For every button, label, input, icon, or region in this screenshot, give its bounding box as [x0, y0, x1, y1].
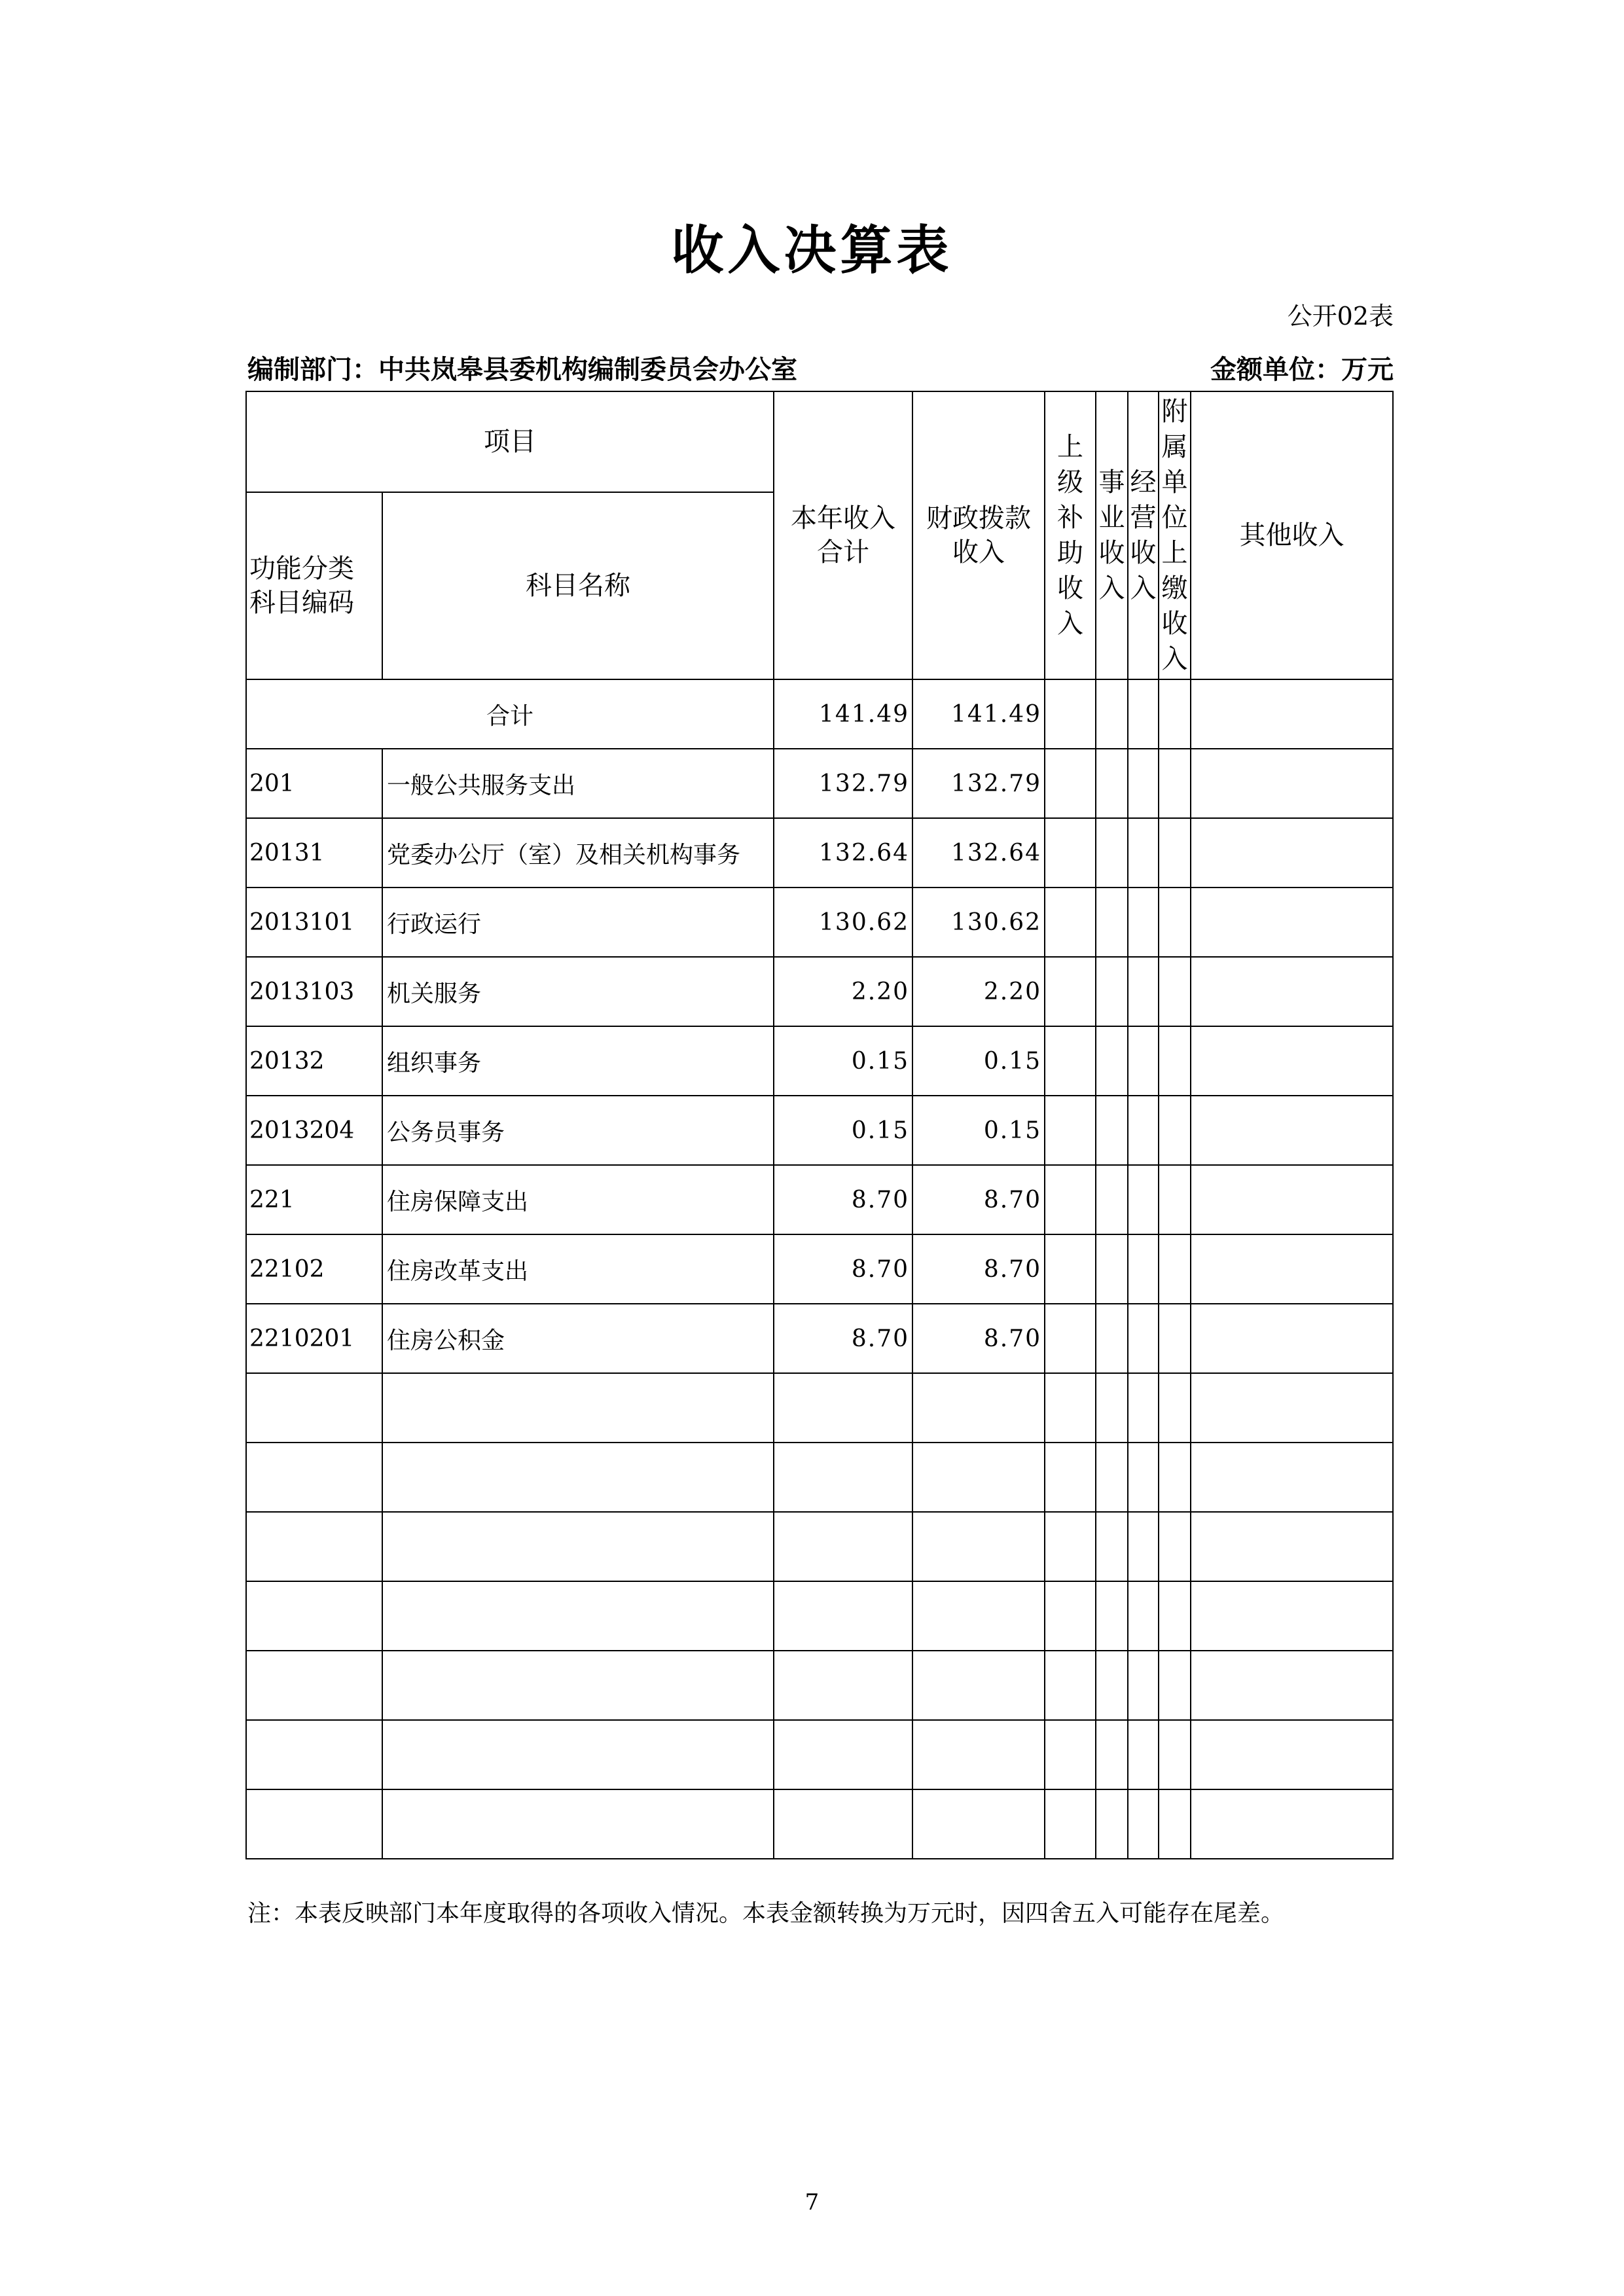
empty-cell — [246, 1651, 382, 1720]
row-total: 0.15 — [774, 1026, 912, 1096]
header-total — [774, 391, 912, 679]
empty-cell — [774, 1789, 912, 1859]
empty-cell — [1128, 1373, 1159, 1443]
empty-cell — [1159, 1581, 1191, 1651]
empty-cell — [912, 1720, 1045, 1789]
empty-cell — [1045, 1720, 1096, 1789]
empty-cell — [1159, 749, 1191, 818]
empty-cell — [1128, 1720, 1159, 1789]
empty-cell — [774, 1581, 912, 1651]
department-label: 编制部门：中共岚皋县委机构编制委员会办公室 — [247, 354, 797, 385]
empty-cell — [1096, 1304, 1128, 1373]
empty-cell — [912, 1512, 1045, 1581]
empty-row — [246, 1373, 1393, 1443]
empty-cell — [1096, 1512, 1128, 1581]
empty-cell — [1096, 1096, 1128, 1165]
empty-cell — [1096, 818, 1128, 888]
empty-cell — [912, 1581, 1045, 1651]
empty-cell — [1159, 1789, 1191, 1859]
empty-cell — [1128, 1512, 1159, 1581]
empty-cell — [1045, 957, 1096, 1026]
empty-cell — [1191, 1026, 1393, 1096]
empty-row — [246, 1720, 1393, 1789]
empty-cell — [1191, 1096, 1393, 1165]
empty-cell — [1096, 1720, 1128, 1789]
row-name: 一般公共服务支出 — [382, 749, 774, 818]
row-name: 组织事务 — [382, 1026, 774, 1096]
empty-cell — [1096, 1443, 1128, 1512]
row-total: 8.70 — [774, 1304, 912, 1373]
row-fiscal: 8.70 — [912, 1234, 1045, 1304]
empty-cell — [774, 1443, 912, 1512]
empty-cell — [912, 1373, 1045, 1443]
header-upper-subsidy: 上 级 补 助 收 入 — [1045, 391, 1096, 679]
empty-cell — [1191, 1789, 1393, 1859]
empty-cell — [1128, 1789, 1159, 1859]
empty-cell — [912, 1443, 1045, 1512]
empty-cell — [246, 1789, 382, 1859]
row-name: 党委办公厅（室）及相关机构事务 — [382, 818, 774, 888]
row-code: 2013101 — [246, 888, 382, 957]
empty-cell — [774, 1720, 912, 1789]
empty-row — [246, 1651, 1393, 1720]
empty-cell — [1128, 1234, 1159, 1304]
empty-cell — [1045, 1789, 1096, 1859]
empty-row — [246, 1581, 1393, 1651]
header-total-line1: 本年收入 — [791, 503, 895, 533]
empty-cell — [774, 1651, 912, 1720]
row-code: 201 — [246, 749, 382, 818]
empty-cell — [912, 1789, 1045, 1859]
header-affiliated-income: 附 属 单 位 上 缴 收 入 — [1159, 391, 1191, 679]
empty-cell — [1191, 749, 1393, 818]
empty-cell — [246, 1581, 382, 1651]
table-row — [246, 957, 1393, 1026]
empty-cell — [1191, 1512, 1393, 1581]
empty-cell — [1096, 749, 1128, 818]
empty-cell — [1128, 888, 1159, 957]
total-fiscal: 141.49 — [912, 679, 1045, 749]
empty-cell — [1045, 1443, 1096, 1512]
row-fiscal: 132.64 — [912, 818, 1045, 888]
empty-cell — [1128, 1581, 1159, 1651]
row-total: 130.62 — [774, 888, 912, 957]
header-fiscal-line1: 财政拨款 — [926, 503, 1031, 533]
row-name: 住房保障支出 — [382, 1165, 774, 1234]
empty-cell — [1128, 1443, 1159, 1512]
header-fiscal — [912, 391, 1045, 679]
empty-cell — [382, 1789, 774, 1859]
row-name: 机关服务 — [382, 957, 774, 1026]
empty-cell — [1191, 1720, 1393, 1789]
empty-cell — [1096, 1165, 1128, 1234]
empty-cell — [382, 1720, 774, 1789]
empty-cell — [1159, 818, 1191, 888]
empty-cell — [1096, 1234, 1128, 1304]
row-total: 132.79 — [774, 749, 912, 818]
empty-cell — [1128, 818, 1159, 888]
total-row — [246, 679, 1393, 749]
income-table — [245, 391, 1394, 1859]
empty-cell — [912, 1651, 1045, 1720]
empty-cell — [1159, 888, 1191, 957]
empty-cell — [1045, 1581, 1096, 1651]
empty-cell — [1159, 1720, 1191, 1789]
empty-cell — [1045, 1096, 1096, 1165]
empty-cell — [1045, 888, 1096, 957]
empty-cell — [382, 1373, 774, 1443]
empty-cell — [246, 1373, 382, 1443]
empty-cell — [1191, 1651, 1393, 1720]
header-fiscal-line2: 收入 — [952, 537, 1005, 567]
row-total: 8.70 — [774, 1165, 912, 1234]
header-business-income: 事 业 收 入 — [1096, 391, 1128, 679]
empty-cell — [1191, 1304, 1393, 1373]
empty-cell — [1096, 1789, 1128, 1859]
table-row — [246, 1304, 1393, 1373]
row-code: 22102 — [246, 1234, 382, 1304]
empty-cell — [1096, 1581, 1128, 1651]
row-code: 221 — [246, 1165, 382, 1234]
empty-cell — [1045, 818, 1096, 888]
empty-row — [246, 1512, 1393, 1581]
empty-cell — [1045, 1234, 1096, 1304]
empty-cell — [1096, 1026, 1128, 1096]
empty-cell — [1045, 1651, 1096, 1720]
row-total: 0.15 — [774, 1096, 912, 1165]
empty-cell — [1045, 1512, 1096, 1581]
empty-cell — [1045, 1304, 1096, 1373]
empty-cell — [382, 1443, 774, 1512]
empty-cell — [1159, 1096, 1191, 1165]
empty-cell — [246, 1720, 382, 1789]
row-code: 20132 — [246, 1026, 382, 1096]
empty-cell — [1096, 957, 1128, 1026]
empty-cell — [1128, 1304, 1159, 1373]
row-code: 2210201 — [246, 1304, 382, 1373]
empty-cell — [1159, 1165, 1191, 1234]
row-fiscal: 8.70 — [912, 1304, 1045, 1373]
table-note: 注：本表反映部门本年度取得的各项收入情况。本表金额转换为万元时，因四舍五入可能存在尾差。 — [247, 1900, 1285, 1927]
header-code-line2: 科目编码 — [249, 588, 354, 618]
empty-cell — [1191, 1581, 1393, 1651]
empty-cell — [246, 1512, 382, 1581]
form-number: 公开02表 — [1287, 302, 1394, 331]
empty-cell — [1128, 1026, 1159, 1096]
row-fiscal: 2.20 — [912, 957, 1045, 1026]
row-fiscal: 8.70 — [912, 1165, 1045, 1234]
table-row — [246, 1096, 1393, 1165]
empty-cell — [1191, 1165, 1393, 1234]
empty-cell — [1159, 1443, 1191, 1512]
empty-cell — [1128, 1165, 1159, 1234]
empty-cell — [1191, 1443, 1393, 1512]
empty-cell — [1128, 957, 1159, 1026]
header-other-income: 其他收入 — [1191, 391, 1393, 679]
empty-cell — [382, 1512, 774, 1581]
header-operating-income: 经 营 收 入 — [1128, 391, 1159, 679]
page-number: 7 — [804, 2189, 820, 2215]
empty-cell — [1191, 888, 1393, 957]
row-name: 公务员事务 — [382, 1096, 774, 1165]
row-total: 8.70 — [774, 1234, 912, 1304]
table-row — [246, 1026, 1393, 1096]
empty-cell — [1159, 1373, 1191, 1443]
empty-cell — [1159, 957, 1191, 1026]
empty-cell — [1045, 1165, 1096, 1234]
table-row — [246, 749, 1393, 818]
total-label: 合计 — [246, 679, 774, 749]
table-row — [246, 1234, 1393, 1304]
row-fiscal: 130.62 — [912, 888, 1045, 957]
empty-cell — [774, 1373, 912, 1443]
empty-row — [246, 1443, 1393, 1512]
empty-cell — [382, 1581, 774, 1651]
header-name: 科目名称 — [382, 492, 774, 679]
empty-cell — [1159, 1026, 1191, 1096]
row-total: 132.64 — [774, 818, 912, 888]
empty-cell — [1191, 1234, 1393, 1304]
empty-cell — [1159, 1651, 1191, 1720]
empty-cell — [1128, 749, 1159, 818]
empty-row — [246, 1789, 1393, 1859]
table-row — [246, 1165, 1393, 1234]
header-code — [246, 492, 382, 679]
empty-cell — [1045, 749, 1096, 818]
row-name: 住房公积金 — [382, 1304, 774, 1373]
table-row — [246, 818, 1393, 888]
total-amount: 141.49 — [774, 679, 912, 749]
row-fiscal: 0.15 — [912, 1096, 1045, 1165]
empty-cell — [1045, 1373, 1096, 1443]
header-code-line1: 功能分类 — [249, 554, 354, 584]
header-project: 项目 — [246, 391, 774, 492]
empty-cell — [1159, 1512, 1191, 1581]
row-name: 行政运行 — [382, 888, 774, 957]
amount-unit-label: 金额单位：万元 — [1210, 354, 1394, 385]
empty-cell — [1159, 1234, 1191, 1304]
empty-cell — [1096, 1651, 1128, 1720]
row-code: 2013204 — [246, 1096, 382, 1165]
empty-cell — [1045, 1026, 1096, 1096]
table-row — [246, 888, 1393, 957]
row-code: 20131 — [246, 818, 382, 888]
empty-cell — [1159, 1304, 1191, 1373]
page-title: 收入决算表 — [671, 219, 953, 281]
empty-cell — [1191, 818, 1393, 888]
empty-cell — [1191, 1373, 1393, 1443]
row-fiscal: 132.79 — [912, 749, 1045, 818]
empty-cell — [246, 1443, 382, 1512]
empty-cell — [1096, 888, 1128, 957]
row-total: 2.20 — [774, 957, 912, 1026]
row-fiscal: 0.15 — [912, 1026, 1045, 1096]
empty-cell — [1128, 1651, 1159, 1720]
empty-cell — [774, 1512, 912, 1581]
header-total-line2: 合计 — [817, 537, 869, 567]
row-code: 2013103 — [246, 957, 382, 1026]
empty-cell — [1128, 1096, 1159, 1165]
empty-cell — [1096, 1373, 1128, 1443]
empty-cell — [1191, 957, 1393, 1026]
row-name: 住房改革支出 — [382, 1234, 774, 1304]
empty-cell — [382, 1651, 774, 1720]
